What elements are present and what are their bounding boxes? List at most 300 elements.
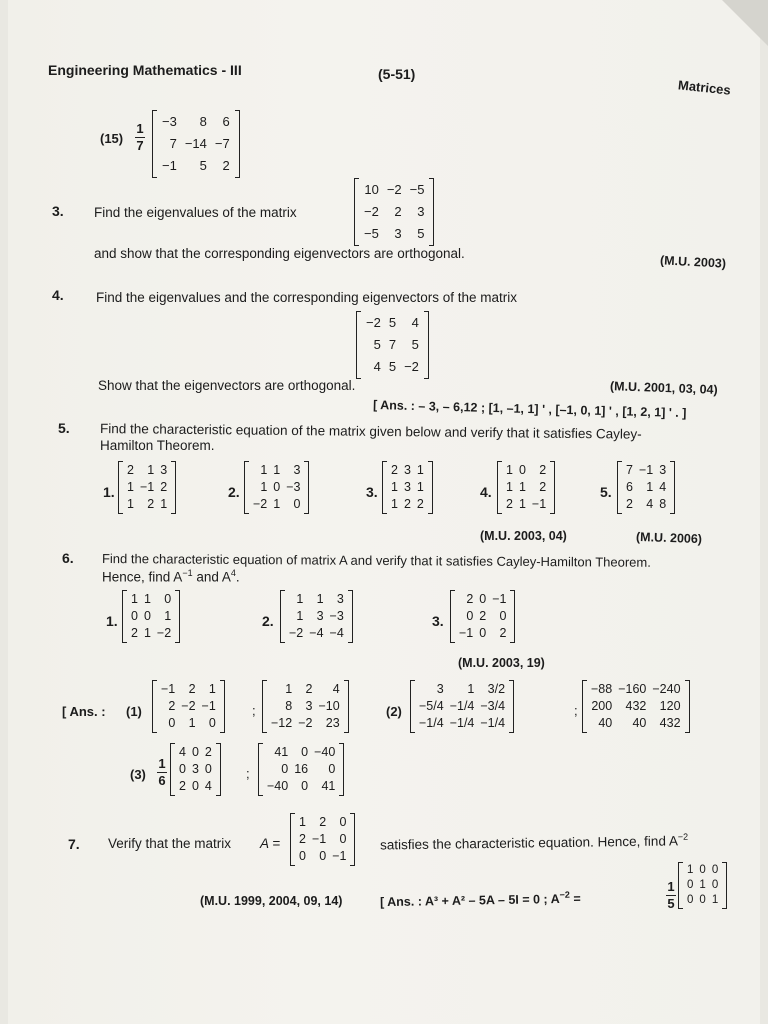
matrix-cell: 1 bbox=[127, 480, 134, 494]
matrix-row bbox=[388, 496, 427, 513]
matrix-cell: 2 bbox=[222, 158, 230, 173]
matrix-row bbox=[684, 863, 721, 878]
matrix-cell: 4 bbox=[373, 359, 381, 374]
matrix-body bbox=[503, 462, 549, 513]
matrix-row bbox=[286, 591, 347, 608]
answer-2-matrix-inverse bbox=[410, 680, 514, 733]
question-5-text: Find the characteristic equation of the matrix given below and verify that it satisfies Cayley- bbox=[99, 421, 642, 442]
matrix-row bbox=[264, 761, 338, 778]
answer-1-matrix-power bbox=[262, 680, 349, 733]
matrix-cell: 0 bbox=[518, 463, 526, 477]
question-4-matrix bbox=[356, 311, 429, 379]
matrix-cell: 1 bbox=[143, 592, 151, 606]
matrix-cell: −1/4 bbox=[449, 716, 475, 730]
question-5-item-4-matrix bbox=[497, 461, 555, 514]
question-5-item-3-label: 3. bbox=[366, 484, 378, 500]
matrix-cell: −7 bbox=[214, 136, 230, 151]
matrix-cell: 2 bbox=[403, 497, 411, 511]
matrix-cell: 3 bbox=[160, 463, 168, 477]
matrix-cell: −2 bbox=[404, 359, 419, 374]
question-3-text: Find the eigenvalues of the matrix bbox=[94, 205, 297, 220]
matrix-cell: −1/4 bbox=[419, 716, 444, 730]
matrix-cell: −2 bbox=[156, 626, 172, 640]
matrix-cell: 1 bbox=[296, 592, 304, 606]
matrix-cell: −1/4 bbox=[449, 699, 475, 713]
matrix-right-bracket bbox=[550, 461, 555, 514]
question-6-item-1-matrix bbox=[122, 590, 180, 643]
answer-3-fraction: 1 6 bbox=[158, 756, 166, 788]
matrix-cell: 16 bbox=[294, 762, 309, 776]
matrix-cell: 1 bbox=[208, 682, 216, 696]
matrix-right-bracket bbox=[429, 178, 434, 246]
question-4-number: 4. bbox=[52, 287, 64, 303]
matrix-row bbox=[360, 201, 428, 223]
matrix-cell: 2 bbox=[299, 832, 306, 846]
matrix-cell: 432 bbox=[625, 699, 647, 713]
matrix-row bbox=[176, 744, 215, 761]
matrix-cell: 41 bbox=[321, 779, 336, 793]
matrix-cell: 1 bbox=[687, 864, 694, 876]
matrix-cell: 1 bbox=[506, 480, 513, 494]
matrix-row bbox=[416, 681, 508, 698]
matrix-body bbox=[158, 111, 234, 177]
matrix-left-bracket bbox=[280, 590, 285, 643]
matrix-cell: 5 bbox=[199, 158, 207, 173]
matrix-row bbox=[388, 462, 427, 479]
matrix-row bbox=[503, 479, 549, 496]
matrix-left-bracket bbox=[617, 461, 622, 514]
matrix-cell: 1 bbox=[518, 480, 526, 494]
matrix-cell: 1 bbox=[273, 463, 281, 477]
matrix-right-bracket bbox=[722, 862, 727, 909]
matrix-cell: 2 bbox=[499, 626, 507, 640]
question-7-answer-matrix bbox=[678, 862, 727, 909]
matrix-row bbox=[158, 111, 234, 133]
matrix-cell: 1 bbox=[131, 592, 138, 606]
matrix-cell: 1 bbox=[260, 480, 268, 494]
matrix-cell: 1 bbox=[518, 497, 526, 511]
matrix-cell: 1 bbox=[285, 682, 293, 696]
matrix-row bbox=[268, 681, 343, 698]
matrix-cell: 2 bbox=[539, 463, 547, 477]
matrix-row bbox=[456, 591, 509, 608]
matrix-cell: 2 bbox=[179, 779, 186, 793]
matrix-cell: 2 bbox=[626, 497, 633, 511]
matrix-left-bracket bbox=[450, 590, 455, 643]
matrix-body bbox=[128, 591, 174, 642]
matrix-cell: −1 bbox=[139, 480, 155, 494]
matrix-row bbox=[250, 462, 303, 479]
matrix-cell: 1 bbox=[273, 497, 281, 511]
matrix-row bbox=[588, 681, 684, 698]
matrix-cell: 0 bbox=[301, 745, 309, 759]
answer-1-label: (1) bbox=[126, 704, 142, 719]
question-6-item-2-matrix bbox=[280, 590, 353, 643]
matrix-row bbox=[684, 878, 721, 893]
matrix-cell: 0 bbox=[299, 849, 306, 863]
matrix-cell: 4 bbox=[332, 682, 340, 696]
matrix-cell: −1 bbox=[161, 682, 176, 696]
matrix-body bbox=[623, 462, 669, 513]
matrix-cell: 2 bbox=[188, 682, 196, 696]
question-7-answer-fraction: 1 5 bbox=[667, 879, 675, 911]
matrix-cell: −5 bbox=[364, 226, 379, 241]
answer-15-matrix bbox=[152, 110, 240, 178]
matrix-cell: 2 bbox=[127, 463, 134, 477]
matrix-cell: 0 bbox=[191, 779, 199, 793]
matrix-cell: 4 bbox=[646, 497, 654, 511]
matrix-row bbox=[362, 356, 423, 378]
matrix-body bbox=[360, 179, 428, 245]
matrix-cell: 1 bbox=[147, 463, 155, 477]
question-7-text-cont: satisfies the characteristic equation. Hence, find $A^{-2}$ bbox=[379, 831, 689, 853]
matrix-row bbox=[684, 893, 721, 908]
question-7-matrix bbox=[290, 813, 355, 866]
question-3-text-cont: and show that the corresponding eigenvectors are orthogonal. bbox=[94, 246, 465, 261]
matrix-row bbox=[286, 608, 347, 625]
matrix-cell: 3 bbox=[417, 204, 425, 219]
matrix-right-bracket bbox=[509, 680, 514, 733]
matrix-cell: 3 bbox=[403, 480, 411, 494]
question-6-answer-label: [ Ans. : bbox=[62, 704, 106, 719]
question-4-text: Find the eigenvalues and the corresponding eigenvectors of the matrix bbox=[96, 290, 518, 305]
matrix-body bbox=[250, 462, 303, 513]
matrix-cell: 1 bbox=[467, 682, 475, 696]
matrix-row bbox=[268, 715, 343, 732]
matrix-cell: 3 bbox=[316, 609, 324, 623]
matrix-row bbox=[268, 698, 343, 715]
matrix-right-bracket bbox=[235, 110, 240, 178]
matrix-left-bracket bbox=[152, 680, 157, 733]
answer-15-fraction: 1 7 bbox=[136, 121, 144, 153]
matrix-cell: −1/4 bbox=[480, 716, 506, 730]
matrix-cell: 2 bbox=[466, 592, 474, 606]
matrix-cell: 3 bbox=[436, 682, 444, 696]
matrix-row bbox=[158, 133, 234, 155]
question-7-text: Verify that the matrix bbox=[108, 836, 232, 851]
matrix-cell: −4 bbox=[329, 626, 344, 640]
matrix-cell: 7 bbox=[626, 463, 633, 477]
matrix-cell: 0 bbox=[168, 716, 176, 730]
matrix-cell: 4 bbox=[411, 315, 419, 330]
question-5-item-3-matrix bbox=[382, 461, 433, 514]
matrix-cell: 3 bbox=[403, 463, 411, 477]
matrix-body bbox=[684, 863, 721, 908]
matrix-row bbox=[264, 744, 338, 761]
question-4-text-cont: Show that the eigenvectors are orthogonal. bbox=[98, 378, 356, 393]
matrix-cell: 3 bbox=[191, 762, 199, 776]
matrix-left-bracket bbox=[497, 461, 502, 514]
question-5-item-2-label: 2. bbox=[228, 484, 240, 500]
question-3-reference: (M.U. 2003) bbox=[659, 253, 727, 271]
matrix-cell: 2 bbox=[394, 204, 402, 219]
matrix-cell: 0 bbox=[339, 832, 347, 846]
question-5-item-1-label: 1. bbox=[103, 484, 115, 500]
matrix-cell: 5 bbox=[411, 337, 419, 352]
question-6-item-1-label: 1. bbox=[106, 613, 118, 629]
matrix-right-bracket bbox=[428, 461, 433, 514]
matrix-body bbox=[176, 744, 215, 795]
matrix-cell: 3/2 bbox=[487, 682, 506, 696]
matrix-body bbox=[456, 591, 509, 642]
matrix-body bbox=[268, 681, 343, 732]
matrix-row bbox=[416, 698, 508, 715]
matrix-cell: 3 bbox=[659, 463, 667, 477]
page-number: (5-51) bbox=[378, 66, 416, 82]
matrix-cell: 3 bbox=[394, 226, 402, 241]
matrix-right-bracket bbox=[685, 680, 690, 733]
matrix-cell: 0 bbox=[319, 849, 327, 863]
matrix-row bbox=[360, 179, 428, 201]
question-6-item-3-matrix bbox=[450, 590, 515, 643]
question-6-item-2-label: 2. bbox=[262, 613, 274, 629]
matrix-cell: 2 bbox=[506, 497, 513, 511]
matrix-body bbox=[588, 681, 684, 732]
matrix-cell: −2 bbox=[386, 182, 402, 197]
matrix-row bbox=[250, 479, 303, 496]
matrix-row bbox=[360, 223, 428, 245]
matrix-cell: 1 bbox=[416, 480, 424, 494]
matrix-right-bracket bbox=[339, 743, 344, 796]
matrix-cell: 432 bbox=[659, 716, 681, 730]
matrix-left-bracket bbox=[258, 743, 263, 796]
matrix-cell: −1 bbox=[332, 849, 347, 863]
answer-1-matrix-inverse bbox=[152, 680, 225, 733]
matrix-cell: 7 bbox=[169, 136, 177, 151]
matrix-left-bracket bbox=[382, 461, 387, 514]
matrix-cell: −1 bbox=[492, 592, 507, 606]
matrix-cell: −10 bbox=[318, 699, 340, 713]
matrix-cell: 1 bbox=[711, 894, 719, 906]
question-7-reference: (M.U. 1999, 2004, 09, 14) bbox=[200, 894, 343, 908]
matrix-cell: −240 bbox=[652, 682, 681, 696]
matrix-cell: −1 bbox=[311, 832, 327, 846]
matrix-cell: 4 bbox=[659, 480, 667, 494]
matrix-cell: 2 bbox=[168, 699, 176, 713]
matrix-cell: 2 bbox=[204, 745, 212, 759]
matrix-row bbox=[158, 715, 219, 732]
matrix-cell: 1 bbox=[391, 480, 398, 494]
separator: ; bbox=[574, 703, 578, 718]
matrix-body bbox=[286, 591, 347, 642]
matrix-cell: 2 bbox=[391, 463, 398, 477]
matrix-right-bracket bbox=[510, 590, 515, 643]
question-7-answer: [ Ans. : A³ + A² – 5A – 5I = 0 ; $A^{-2}$ = bbox=[379, 889, 581, 910]
matrix-cell: −2 bbox=[366, 315, 381, 330]
matrix-cell: 2 bbox=[539, 480, 547, 494]
matrix-cell: 1 bbox=[164, 609, 172, 623]
matrix-right-bracket bbox=[350, 813, 355, 866]
matrix-left-bracket bbox=[118, 461, 123, 514]
matrix-cell: 0 bbox=[479, 592, 487, 606]
matrix-row bbox=[416, 715, 508, 732]
matrix-cell: 1 bbox=[299, 815, 306, 829]
matrix-cell: 3 bbox=[305, 699, 313, 713]
answer-3-matrix-power bbox=[258, 743, 344, 796]
question-5-item-2-matrix bbox=[244, 461, 309, 514]
matrix-cell: 2 bbox=[305, 682, 313, 696]
matrix-cell: 1 bbox=[316, 592, 324, 606]
matrix-cell: 1 bbox=[699, 879, 706, 891]
answer-2-matrix-power bbox=[582, 680, 690, 733]
matrix-cell: 0 bbox=[699, 894, 706, 906]
matrix-cell: 1 bbox=[188, 716, 196, 730]
matrix-cell: 8 bbox=[285, 699, 293, 713]
matrix-body bbox=[416, 681, 508, 732]
question-5-item-4-label: 4. bbox=[480, 484, 492, 500]
question-6-text-cont: Hence, find $A^{-1}$ and $A^4$. bbox=[102, 568, 240, 585]
question-3-matrix bbox=[354, 178, 434, 246]
question-5-reference-2: (M.U. 2006) bbox=[635, 529, 703, 547]
matrix-cell: 40 bbox=[632, 716, 647, 730]
matrix-left-bracket bbox=[122, 590, 127, 643]
matrix-right-bracket bbox=[344, 680, 349, 733]
matrix-cell: −5 bbox=[409, 182, 425, 197]
question-7-matrix-name: A = bbox=[260, 836, 281, 851]
matrix-body bbox=[158, 681, 219, 732]
matrix-row bbox=[158, 698, 219, 715]
matrix-body bbox=[264, 744, 338, 795]
matrix-cell: 5 bbox=[417, 226, 425, 241]
question-5-number: 5. bbox=[58, 420, 70, 436]
matrix-cell: −1 bbox=[638, 463, 654, 477]
matrix-cell: 2 bbox=[131, 626, 138, 640]
matrix-left-bracket bbox=[244, 461, 249, 514]
matrix-row bbox=[158, 681, 219, 698]
matrix-row bbox=[588, 698, 684, 715]
matrix-row bbox=[176, 761, 215, 778]
matrix-row bbox=[456, 608, 509, 625]
matrix-cell: 0 bbox=[204, 762, 212, 776]
matrix-cell: 41 bbox=[274, 745, 289, 759]
matrix-row bbox=[176, 778, 215, 795]
matrix-cell: −14 bbox=[184, 136, 207, 151]
matrix-cell: 0 bbox=[281, 762, 289, 776]
matrix-row bbox=[362, 312, 423, 334]
page-curl bbox=[722, 0, 768, 46]
matrix-row bbox=[124, 479, 170, 496]
matrix-cell: 1 bbox=[143, 626, 151, 640]
answer-3-label: (3) bbox=[130, 767, 146, 782]
matrix-row bbox=[128, 608, 174, 625]
matrix-cell: 0 bbox=[293, 497, 301, 511]
matrix-cell: −1 bbox=[459, 626, 474, 640]
matrix-cell: 1 bbox=[127, 497, 134, 511]
matrix-cell: −2 bbox=[253, 497, 268, 511]
matrix-row bbox=[588, 715, 684, 732]
matrix-cell: 0 bbox=[131, 609, 138, 623]
matrix-row bbox=[296, 814, 349, 831]
matrix-left-bracket bbox=[170, 743, 175, 796]
matrix-cell: 2 bbox=[416, 497, 424, 511]
matrix-row bbox=[456, 625, 509, 642]
matrix-cell: 0 bbox=[687, 879, 694, 891]
question-4-reference: (M.U. 2001, 03, 04) bbox=[609, 379, 718, 397]
matrix-body bbox=[124, 462, 170, 513]
matrix-cell: 3 bbox=[336, 592, 344, 606]
matrix-row bbox=[388, 479, 427, 496]
matrix-cell: −1 bbox=[531, 497, 547, 511]
answer-15-label: (15) bbox=[100, 131, 124, 146]
question-6-text: Find the characteristic equation of matrix A and verify that it satisfies Cayley-Hamilton Theorem. bbox=[101, 551, 651, 570]
separator: ; bbox=[246, 766, 250, 781]
matrix-cell: 5 bbox=[373, 337, 381, 352]
matrix-body bbox=[388, 462, 427, 513]
matrix-cell: 0 bbox=[499, 609, 507, 623]
matrix-right-bracket bbox=[220, 680, 225, 733]
matrix-cell: −4 bbox=[309, 626, 324, 640]
matrix-cell: 0 bbox=[191, 745, 199, 759]
matrix-cell: 0 bbox=[466, 609, 474, 623]
matrix-cell: 5 bbox=[388, 359, 397, 374]
matrix-row bbox=[503, 462, 549, 479]
matrix-row bbox=[623, 462, 669, 479]
matrix-left-bracket bbox=[152, 110, 157, 178]
matrix-cell: 120 bbox=[659, 699, 681, 713]
running-header-title: Engineering Mathematics - III bbox=[48, 62, 242, 78]
matrix-cell: 6 bbox=[626, 480, 633, 494]
matrix-cell: 0 bbox=[711, 879, 719, 891]
question-5-text-cont: Hamilton Theorem. bbox=[100, 438, 215, 453]
matrix-cell: 6 bbox=[222, 114, 230, 129]
matrix-left-bracket bbox=[354, 178, 359, 246]
matrix-cell: −1 bbox=[162, 158, 177, 173]
matrix-cell: 0 bbox=[143, 609, 151, 623]
matrix-cell: −5/4 bbox=[419, 699, 444, 713]
matrix-row bbox=[264, 778, 338, 795]
matrix-cell: 0 bbox=[687, 894, 694, 906]
matrix-cell: 2 bbox=[147, 497, 155, 511]
matrix-cell: 2 bbox=[160, 480, 168, 494]
matrix-cell: 0 bbox=[179, 762, 186, 776]
answer-2-label: (2) bbox=[386, 704, 402, 719]
question-6-reference: (M.U. 2003, 19) bbox=[458, 656, 545, 670]
matrix-row bbox=[362, 334, 423, 356]
matrix-cell: 1 bbox=[160, 497, 168, 511]
matrix-row bbox=[286, 625, 347, 642]
question-4-answer: [ Ans. : – 3, – 6,12 ; [1, –1, 1] ' , [–1, 0, 1] ' , [1, 2, 1] ' . ] bbox=[372, 397, 687, 421]
matrix-cell: −40 bbox=[314, 745, 336, 759]
matrix-cell: −2 bbox=[298, 716, 313, 730]
matrix-cell: 5 bbox=[388, 315, 397, 330]
matrix-right-bracket bbox=[424, 311, 429, 379]
matrix-cell: −2 bbox=[289, 626, 304, 640]
matrix-cell: 3 bbox=[293, 463, 301, 477]
matrix-left-bracket bbox=[582, 680, 587, 733]
matrix-right-bracket bbox=[348, 590, 353, 643]
matrix-cell: −160 bbox=[618, 682, 647, 696]
matrix-left-bracket bbox=[356, 311, 361, 379]
separator: ; bbox=[252, 703, 256, 718]
matrix-cell: 2 bbox=[319, 815, 327, 829]
matrix-left-bracket bbox=[290, 813, 295, 866]
matrix-cell: 0 bbox=[273, 480, 281, 494]
matrix-cell: 7 bbox=[388, 337, 397, 352]
matrix-row bbox=[124, 462, 170, 479]
matrix-right-bracket bbox=[171, 461, 176, 514]
matrix-cell: 0 bbox=[208, 716, 216, 730]
matrix-body bbox=[362, 312, 423, 378]
running-header-section: Matrices bbox=[677, 77, 732, 98]
matrix-cell: −2 bbox=[364, 204, 379, 219]
matrix-cell: 0 bbox=[479, 626, 487, 640]
matrix-cell: 1 bbox=[416, 463, 424, 477]
question-5-reference-1: (M.U. 2003, 04) bbox=[480, 529, 567, 543]
matrix-cell: 1 bbox=[506, 463, 513, 477]
matrix-row bbox=[124, 496, 170, 513]
matrix-cell: −12 bbox=[271, 716, 293, 730]
matrix-cell: 1 bbox=[391, 497, 398, 511]
